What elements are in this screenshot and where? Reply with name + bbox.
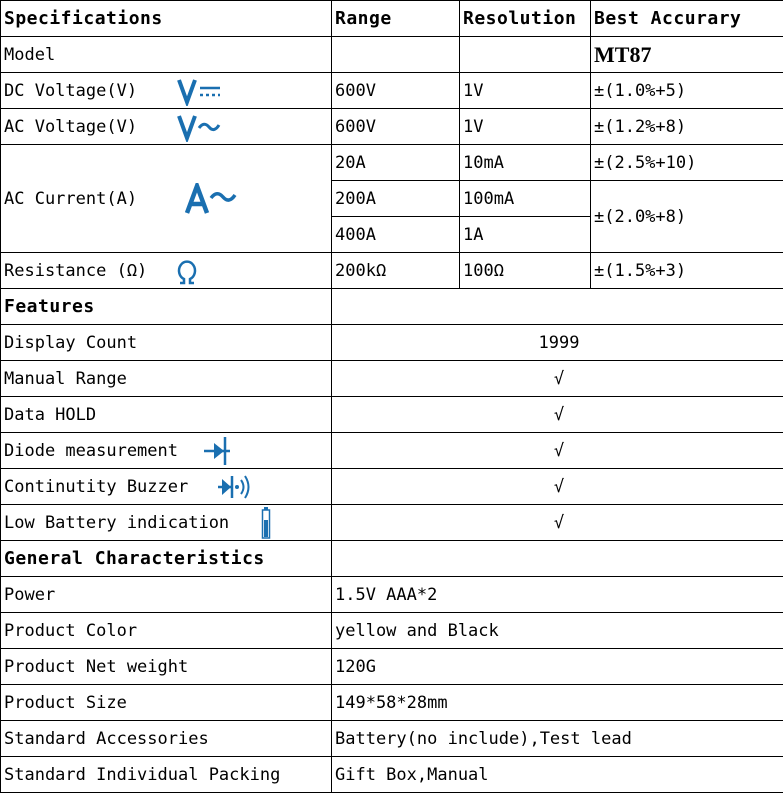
ac-current-resolution-3: 1A [460,217,591,253]
data-hold-row [1,397,783,433]
header-range: Range [332,1,460,37]
ohm-icon [176,257,198,285]
model-resolution-empty [460,37,591,73]
ac-voltage-cell [1,109,332,145]
diode-check: √ [332,433,783,469]
low-battery-row [1,505,783,541]
ac-current-label: AC Current(A) [4,188,138,209]
low-battery-label: Low Battery indication [4,512,230,533]
continuity-check: √ [332,469,783,505]
color-value: yellow and Black [332,613,783,649]
continuity-label: Continutity Buzzer [4,476,189,497]
manual-range-label: Manual Range [1,361,332,397]
power-label: Power [1,577,332,613]
weight-label: Product Net weight [1,649,332,685]
data-hold-label: Data HOLD [1,397,332,433]
ac-current-range-1: 20A [332,145,460,181]
packing-label: Standard Individual Packing [1,757,332,793]
model-range-empty [332,37,460,73]
model-label: Model [1,37,332,73]
resistance-row [1,253,783,289]
ac-current-resolution-1: 10mA [460,145,591,181]
packing-row [1,757,783,793]
header-resolution: Resolution [460,1,591,37]
accessories-row [1,721,783,757]
resistance-accuracy: ±(1.5%+3) [591,253,783,289]
size-row [1,685,783,721]
display-count-label: Display Count [1,325,332,361]
ac-current-resolution-2: 100mA [460,181,591,217]
general-header-row [1,541,783,577]
packing-value: Gift Box,Manual [332,757,783,793]
power-row [1,577,783,613]
size-value: 149*58*28mm [332,685,783,721]
dc-voltage-label: DC Voltage(V) [4,80,138,101]
ac-voltage-range: 600V [332,109,460,145]
accessories-value: Battery(no include),Test lead [332,721,783,757]
low-battery-check: √ [332,505,783,541]
header-row [1,1,783,37]
resistance-range: 200kΩ [332,253,460,289]
battery-icon [261,506,271,540]
dc-voltage-row [1,73,783,109]
color-row [1,613,783,649]
features-header-empty [332,289,783,325]
diode-cell [1,433,332,469]
low-battery-cell [1,505,332,541]
header-specifications: Specifications [1,1,332,37]
data-hold-check: √ [332,397,783,433]
ac-current-range-2: 200A [332,181,460,217]
resistance-cell [1,253,332,289]
ac-current-cell [1,145,332,253]
buzzer-icon [218,470,254,504]
color-label: Product Color [1,613,332,649]
general-title: General Characteristics [1,541,332,577]
dc-voltage-resolution: 1V [460,73,591,109]
dc-voltage-icon [177,76,223,106]
header-best-accuracy: Best Accurary [591,1,783,37]
continuity-row [1,469,783,505]
general-header-empty [332,541,783,577]
diode-label: Diode measurement [4,440,178,461]
weight-row [1,649,783,685]
dc-voltage-range: 600V [332,73,460,109]
ac-voltage-accuracy: ±(1.2%+8) [591,109,783,145]
display-count-row [1,325,783,361]
features-title: Features [1,289,332,325]
diode-icon [204,435,232,467]
ac-voltage-row [1,109,783,145]
ac-current-icon [185,183,239,215]
ac-voltage-label: AC Voltage(V) [4,116,138,137]
model-row [1,37,783,73]
weight-value: 120G [332,649,783,685]
accessories-label: Standard Accessories [1,721,332,757]
ac-current-accuracy-2: ±(2.0%+8) [591,181,783,253]
ac-current-range-3: 400A [332,217,460,253]
manual-range-row [1,361,783,397]
dc-voltage-cell [1,73,332,109]
features-header-row [1,289,783,325]
model-value: MT87 [591,37,783,73]
resistance-resolution: 100Ω [460,253,591,289]
ac-voltage-resolution: 1V [460,109,591,145]
dc-voltage-accuracy: ±(1.0%+5) [591,73,783,109]
manual-range-check: √ [332,361,783,397]
ac-voltage-icon [177,112,223,142]
power-value: 1.5V AAA*2 [332,577,783,613]
diode-row [1,433,783,469]
ac-current-accuracy-1: ±(2.5%+10) [591,145,783,181]
continuity-cell [1,469,332,505]
ac-current-row-1 [1,145,783,181]
size-label: Product Size [1,685,332,721]
display-count-value: 1999 [332,325,783,361]
resistance-label: Resistance (Ω) [4,260,148,281]
